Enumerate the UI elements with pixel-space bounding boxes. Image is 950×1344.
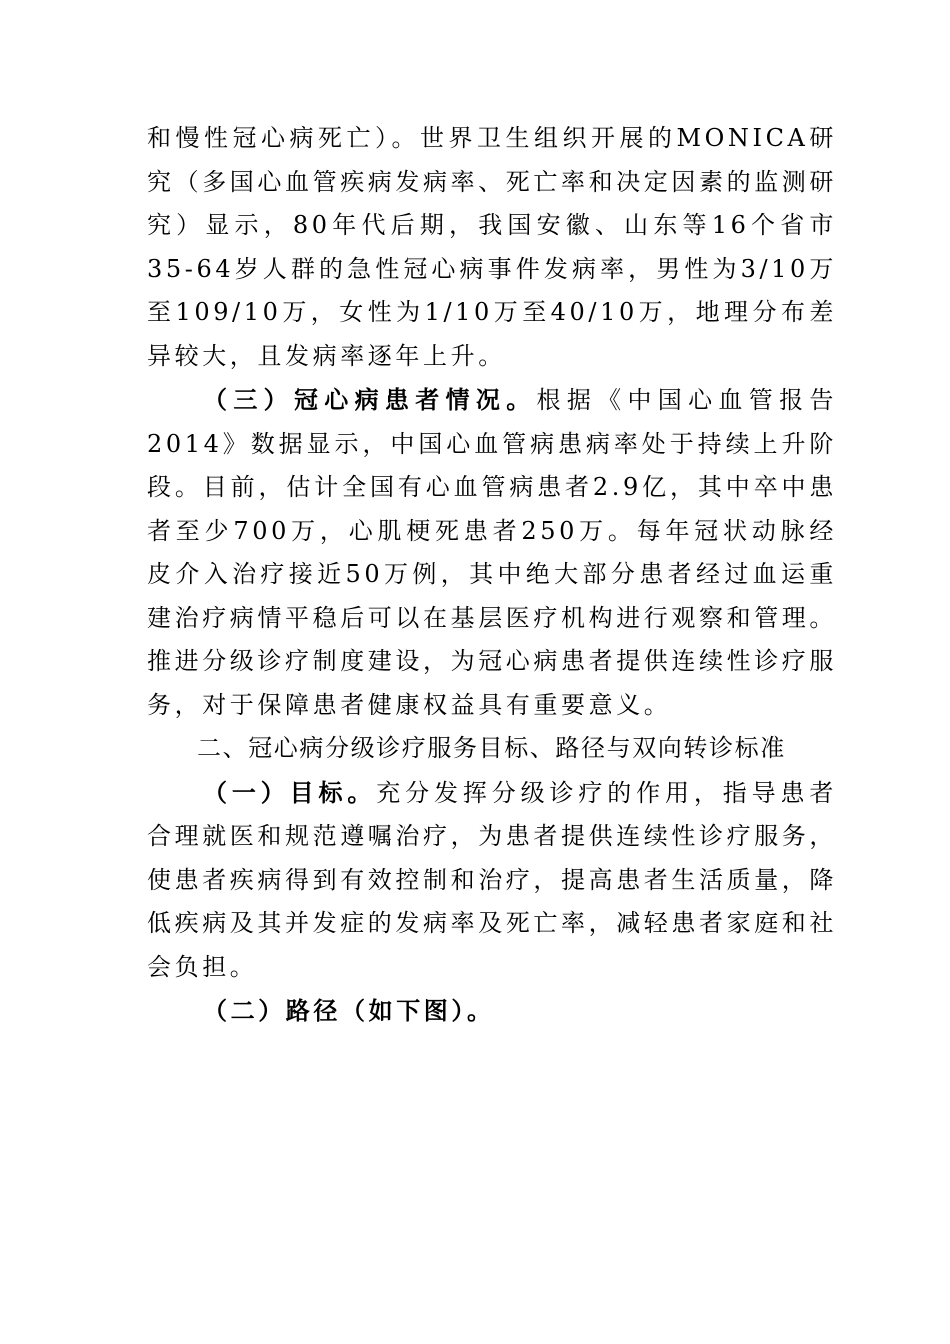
- paragraph-incidence-text: 和慢性冠心病死亡）。世界卫生组织开展的MONICA研究（多国心血管疾病发病率、死亡率和决定因素的监测研究）显示，80年代后期，我国安徽、山东等16个省市35-64岁人群的急性冠心病事件发病率，男性为3/10万至109/10万，女性为1/10万至40/10万，地理分布差异较大，且发病率逐年上升。: [147, 124, 837, 370]
- section-lead-patient-situation: （三）冠心病患者情况。: [203, 385, 537, 414]
- paragraph-patient-situation-text: 根据《中国心血管报告2014》数据显示，中国心血管病患病率处于持续上升阶段。目前，估计全国有心血管病患者2.9亿，其中卒中患者至少700万，心肌梗死患者250万。每年冠状动脉经皮介入治疗接近50万例，其中绝大部分患者经过血运重建治疗病情平稳后可以在基层医疗机构进行观察和管理。推进分级诊疗制度建设，为冠心病患者提供连续性诊疗服务，对于保障患者健康权益具有重要意义。: [147, 386, 837, 719]
- section-lead-path: （二）路径（如下图）。: [203, 996, 495, 1025]
- paragraph-goal: [147, 771, 837, 990]
- section-lead-goal: （一）目标。: [203, 777, 377, 807]
- paragraph-goal-text: 充分发挥分级诊疗的作用，指导患者合理就医和规范遵嘱治疗，为患者提供连续性诊疗服务，使患者疾病得到有效控制和治疗，提高患者生活质量，降低疾病及其并发症的发病率及死亡率，减轻患者家庭和社会负担。: [147, 778, 837, 981]
- paragraph-patient-situation: [147, 378, 837, 727]
- paragraph-incidence: [147, 117, 837, 378]
- paragraph-path: [147, 989, 837, 1034]
- section-heading-2: 二、冠心病分级诊疗服务目标、路径与双向转诊标准: [197, 734, 786, 762]
- document-body: [147, 117, 837, 1034]
